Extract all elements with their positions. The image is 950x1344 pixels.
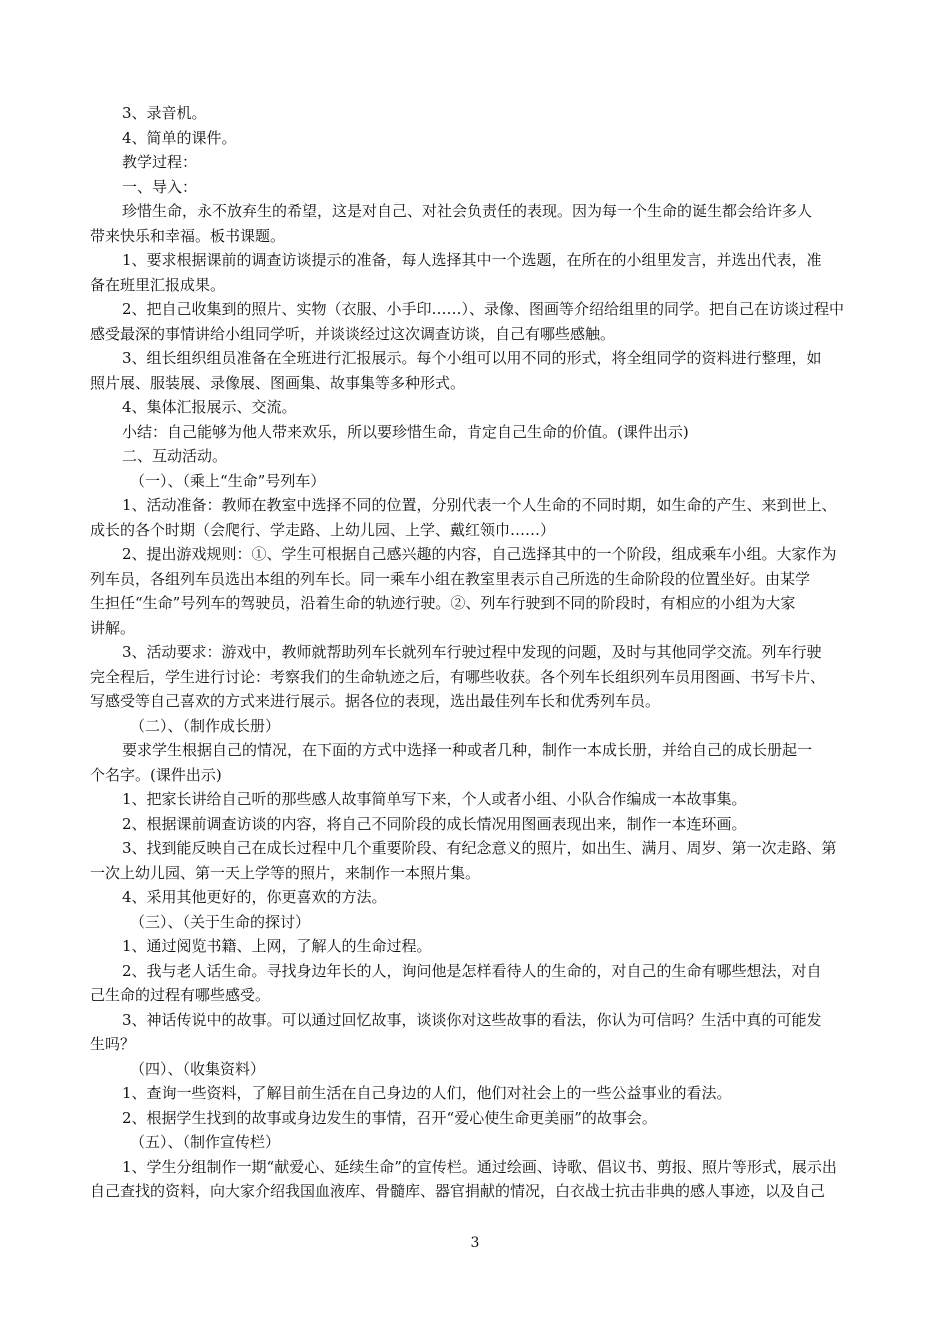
text-line: 一、导入：	[122, 177, 198, 196]
text-line: 3、神话传说中的故事。可以通过回忆故事，谈谈你对这些故事的看法，你认为可信吗？生活中真的可能发	[122, 1010, 822, 1029]
section-heading: （五）、（制作宣传栏）	[130, 1133, 281, 1151]
text-line: 自己查找的资料，向大家介绍我国血液库、骨髓库、器官捐献的情况，白衣战士抗击非典的感人事迹，以及自己	[90, 1182, 826, 1200]
text-line: 4、简单的课件。	[122, 128, 237, 147]
text-line: 己生命的过程有哪些感受。	[90, 986, 271, 1004]
text-line: 讲解。	[90, 618, 136, 637]
text-line: 个名字。(课件出示)	[90, 765, 222, 784]
text-line: 1、学生分组制作一期“献爱心、延续生命”的宣传栏。通过绘画、诗歌、倡议书、剪报、照片等形式，展示出	[122, 1157, 837, 1176]
text-line: 3、找到能反映自己在成长过程中几个重要阶段、有纪念意义的照片，如出生、满月、周岁、第一次走路、第	[122, 839, 837, 857]
text-line: 生担任“生命”号列车的驾驶员，沿着生命的轨迹行驶。②、列车行驶到不同的阶段时，有相应的小组为大家	[90, 594, 796, 612]
text-line: 1、通过阅览书籍、上网，了解人的生命过程。	[122, 937, 432, 955]
text-line: 二、互动活动。	[122, 447, 228, 465]
text-line: 列车员，各组列车员选出本组的列车长。同一乘车小组在教室里表示自己所选的生命阶段的位置坐好。由某学	[90, 569, 811, 588]
text-line: 2、根据学生找到的故事或身边发生的事情，召开“爱心使生命更美丽”的故事会。	[122, 1108, 657, 1127]
text-line: 3、组长组织组员准备在全班进行汇报展示。每个小组可以用不同的形式，将全组同学的资料进行整理，如	[122, 349, 822, 367]
text-line: 1、要求根据课前的调查访谈提示的准备，每人选择其中一个选题，在所在的小组里发言，并选出代表，准	[122, 251, 822, 269]
section-heading: （四）、（收集资料）	[130, 1059, 266, 1078]
section-heading: （二）、（制作成长册）	[130, 716, 281, 735]
text-line: 2、根据课前调查访谈的内容，将自己不同阶段的成长情况用图画表现出来，制作一本连环画。	[122, 814, 747, 833]
text-line: 3、活动要求：游戏中，教师就帮助列车长就列车行驶过程中发现的问题，及时与其他同学交流。列车行驶	[122, 643, 822, 661]
text-line: 1、活动准备：教师在教室中选择不同的位置，分别代表一个人生命的不同时期，如生命的产生、来到世上、	[122, 496, 837, 514]
text-line: 写感受等自己喜欢的方式来进行展示。据各位的表现，选出最佳列车长和优秀列车员。	[90, 692, 661, 710]
text-line: 感受最深的事情讲给小组同学听，并谈谈经过这次调查访谈，自己有哪些感触。	[90, 324, 616, 343]
text-line: 3、录音机。	[122, 104, 207, 122]
text-line: 要求学生根据自己的情况，在下面的方式中选择一种或者几种，制作一本成长册，并给自己的成长册起一	[122, 741, 813, 759]
text-line: 4、集体汇报展示、交流。	[122, 398, 297, 416]
text-line: 生吗？	[90, 1035, 136, 1053]
document-body	[90, 101, 886, 1204]
text-line: 珍惜生命，永不放弃生的希望，这是对自己、对社会负责任的表现。因为每一个生命的诞生都会给许多人	[122, 202, 813, 220]
text-line: 小结：自己能够为他人带来欢乐，所以要珍惜生命，肯定自己生命的价值。(课件出示)	[122, 422, 689, 441]
text-line: 一次上幼儿园、第一天上学等的照片，来制作一本照片集。	[90, 863, 481, 882]
page-number: 3	[470, 1235, 480, 1251]
section-heading: （一）、（乘上“生命”号列车）	[130, 471, 326, 490]
text-line: 带来快乐和幸福。板书课题。	[90, 226, 286, 245]
text-line: 成长的各个时期（会爬行、学走路、上幼儿园、上学、戴红领巾……）	[90, 520, 556, 539]
text-line: 1、查询一些资料，了解目前生活在自己身边的人们，他们对社会上的一些公益事业的看法。	[122, 1084, 732, 1102]
text-line: 2、把自己收集到的照片、实物（衣服、小手印……）、录像、图画等介绍给组里的同学。把自己在访谈过程中	[122, 300, 845, 318]
text-line: 2、我与老人话生命。寻找身边年长的人，询问他是怎样看待人的生命的，对自己的生命有哪些想法，对自	[122, 961, 822, 980]
section-heading: （三）、（关于生命的探讨）	[130, 912, 311, 931]
text-line: 4、采用其他更好的，你更喜欢的方法。	[122, 888, 387, 906]
text-line: 照片展、服装展、录像展、图画集、故事集等多种形式。	[90, 373, 466, 392]
text-line: 1、把家长讲给自己听的那些感人故事简单写下来，个人或者小组、小队合作编成一本故事集。	[122, 790, 747, 808]
text-line: 备在班里汇报成果。	[90, 275, 226, 294]
text-line: 教学过程：	[122, 153, 198, 171]
text-line: 2、提出游戏规则：①、学生可根据自己感兴趣的内容，自己选择其中的一个阶段，组成乘车小组。大家作为	[122, 545, 837, 563]
text-line: 完全程后，学生进行讨论：考察我们的生命轨迹之后，有哪些收获。各个列车长组织列车员用图画、书写卡片、	[90, 667, 826, 686]
